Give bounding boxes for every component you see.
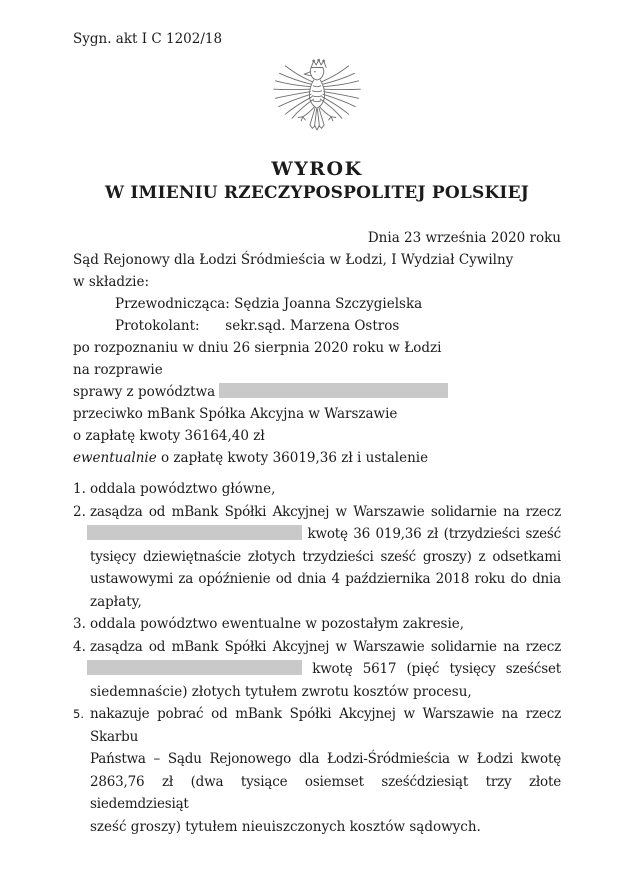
header-line: Protokolant: sekr.sąd. Marzena Ostros	[115, 318, 400, 334]
header-line: Sąd Rejonowy dla Łodzi Śródmieścia w Łodzi, I Wydział Cywilny	[73, 252, 514, 268]
header-lines	[73, 249, 561, 469]
ruling-number: 2.	[73, 503, 86, 520]
ruling-item	[73, 636, 561, 704]
emblem-container	[73, 56, 561, 146]
rulings-list	[73, 478, 561, 838]
ruling-line: oddala powództwo główne,	[90, 481, 276, 497]
ruling-number: 3.	[73, 616, 86, 632]
ruling-line: 2863,76 zł (dwa tysiące osiemset sześćdziesiąt trzy złote siedemdziesiąt	[90, 773, 561, 812]
ruling-number: 1.	[73, 481, 86, 497]
header-line: w składzie:	[73, 274, 149, 290]
header-line: ewentualnie o zapłatę kwoty 36019,36 zł i ustalenie	[73, 450, 429, 466]
redaction-box	[219, 383, 448, 398]
ruling-number: 4.	[73, 638, 86, 655]
ruling-line: ustawowymi za opóźnienie od dnia 4 października 2018 roku do dnia	[90, 571, 561, 587]
ruling-line: oddala powództwo ewentualne w pozostałym zakresie,	[90, 616, 465, 632]
header-line: na rozprawie	[73, 362, 163, 378]
ruling-line: sześć groszy) tytułem nieuiszczonych kosztów sądowych.	[90, 818, 481, 835]
ruling-item	[73, 613, 561, 636]
case-number: Sygn. akt I C 1202/18	[73, 31, 223, 47]
ruling-line: kwotę 36 019,36 zł (trzydzieści sześć	[90, 523, 561, 546]
ruling-line: tysięcy dziewiętnaście złotych trzydzieści sześć groszy) z odsetkami	[90, 548, 561, 565]
header-line: sprawy z powództwa	[73, 381, 561, 403]
ruling-number: 5.	[73, 707, 84, 721]
redaction-box	[87, 525, 302, 540]
header-line: przeciwko mBank Spółka Akcyjna w Warszawie	[73, 406, 398, 422]
italic-text: ewentualnie	[73, 450, 157, 466]
redaction-box	[87, 660, 302, 675]
ruling-line: nakazuje pobrać od mBank Spółki Akcyjnej w Warszawie na rzecz Skarbu	[90, 706, 561, 745]
header-line: o zapłatę kwoty 36164,40 zł	[73, 428, 265, 444]
header-line: Przewodnicząca: Sędzia Joanna Szczygielska	[115, 296, 423, 312]
ruling-line: siedemnaście) złotych tytułem zwrotu kosztów procesu,	[90, 683, 472, 700]
ruling-item	[73, 501, 561, 614]
judgment-title: WYROK	[271, 158, 363, 180]
ruling-line: zasądza od mBank Spółki Akcyjnej w Warszawie solidarnie na rzecz	[90, 638, 561, 655]
ruling-line: zapłaty,	[90, 593, 142, 610]
ruling-line: kwotę 5617 (pięć tysięcy sześćset	[90, 658, 561, 681]
ruling-item	[73, 703, 561, 838]
ruling-line: zasądza od mBank Spółki Akcyjnej w Warszawie solidarnie na rzecz	[90, 503, 561, 520]
polish-eagle-emblem	[267, 56, 367, 144]
judgment-date: Dnia 23 września 2020 roku	[367, 230, 561, 246]
judgment-subtitle: W IMIENIU RZECZYPOSPOLITEJ POLSKIEJ	[105, 183, 529, 203]
ruling-item	[73, 478, 561, 501]
ruling-line: Państwa – Sądu Rejonowego dla Łodzi-Śródmieścia w Łodzi kwotę	[90, 751, 561, 767]
header-line: po rozpoznaniu w dniu 26 sierpnia 2020 roku w Łodzi	[73, 340, 442, 356]
